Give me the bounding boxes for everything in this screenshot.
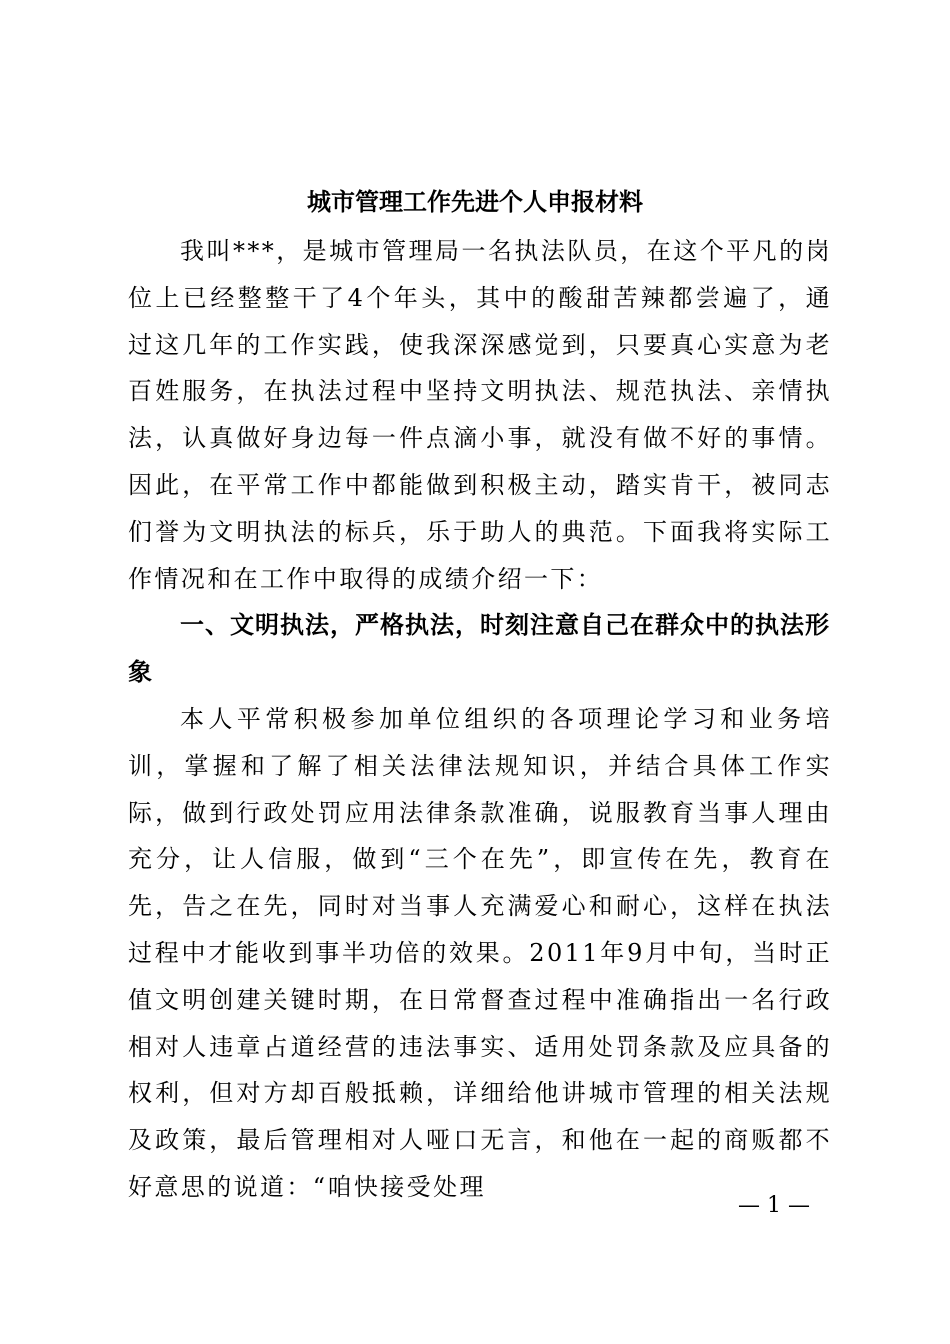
- document-body: [128, 228, 832, 1211]
- section-heading-1: 一、文明执法，严格执法，时刻注意自己在群众中的执法形象: [128, 611, 830, 687]
- document-title: 城市管理工作先进个人申报材料: [307, 188, 643, 216]
- page-number: — 1 —: [738, 1193, 810, 1218]
- section-1-paragraph: 本人平常积极参加单位组织的各项理论学习和业务培训，掌握和了解了相关法律法规知识，并结合具体工作实际，做到行政处罚应用法律条款准确，说服教育当事人理由充分，让人信服，做到“三个在先”，即宣传在先，教育在先，告之在先，同时对当事人充满爱心和耐心，这样在执法过程中才能收到事半功倍的效果。2011年9月中旬，当时正值文明创建关键时期，在日常督查过程中准确指出一名行政相对人违章占道经营的违法事实、适用处罚条款及应具备的权利，但对方却百般抵赖，详细给他讲城市管理的相关法规及政策，最后管理相对人哑口无言，和他在一起的商贩都不好意思的说道：“咱快接受处理: [128, 704, 832, 1201]
- intro-paragraph: 我叫***，是城市管理局一名执法队员，在这个平凡的岗位上已经整整干了4个年头，其中的酸甜苦辣都尝遍了，通过这几年的工作实践，使我深深感觉到，只要真心实意为老百姓服务，在执法过程中坚持文明执法、规范执法、亲情执法，认真做好身边每一件点滴小事，就没有做不好的事情。因此，在平常工作中都能做到积极主动，踏实肯干，被同志们誉为文明执法的标兵，乐于助人的典范。下面我将实际工作情况和在工作中取得的成绩介绍一下：: [128, 237, 832, 593]
